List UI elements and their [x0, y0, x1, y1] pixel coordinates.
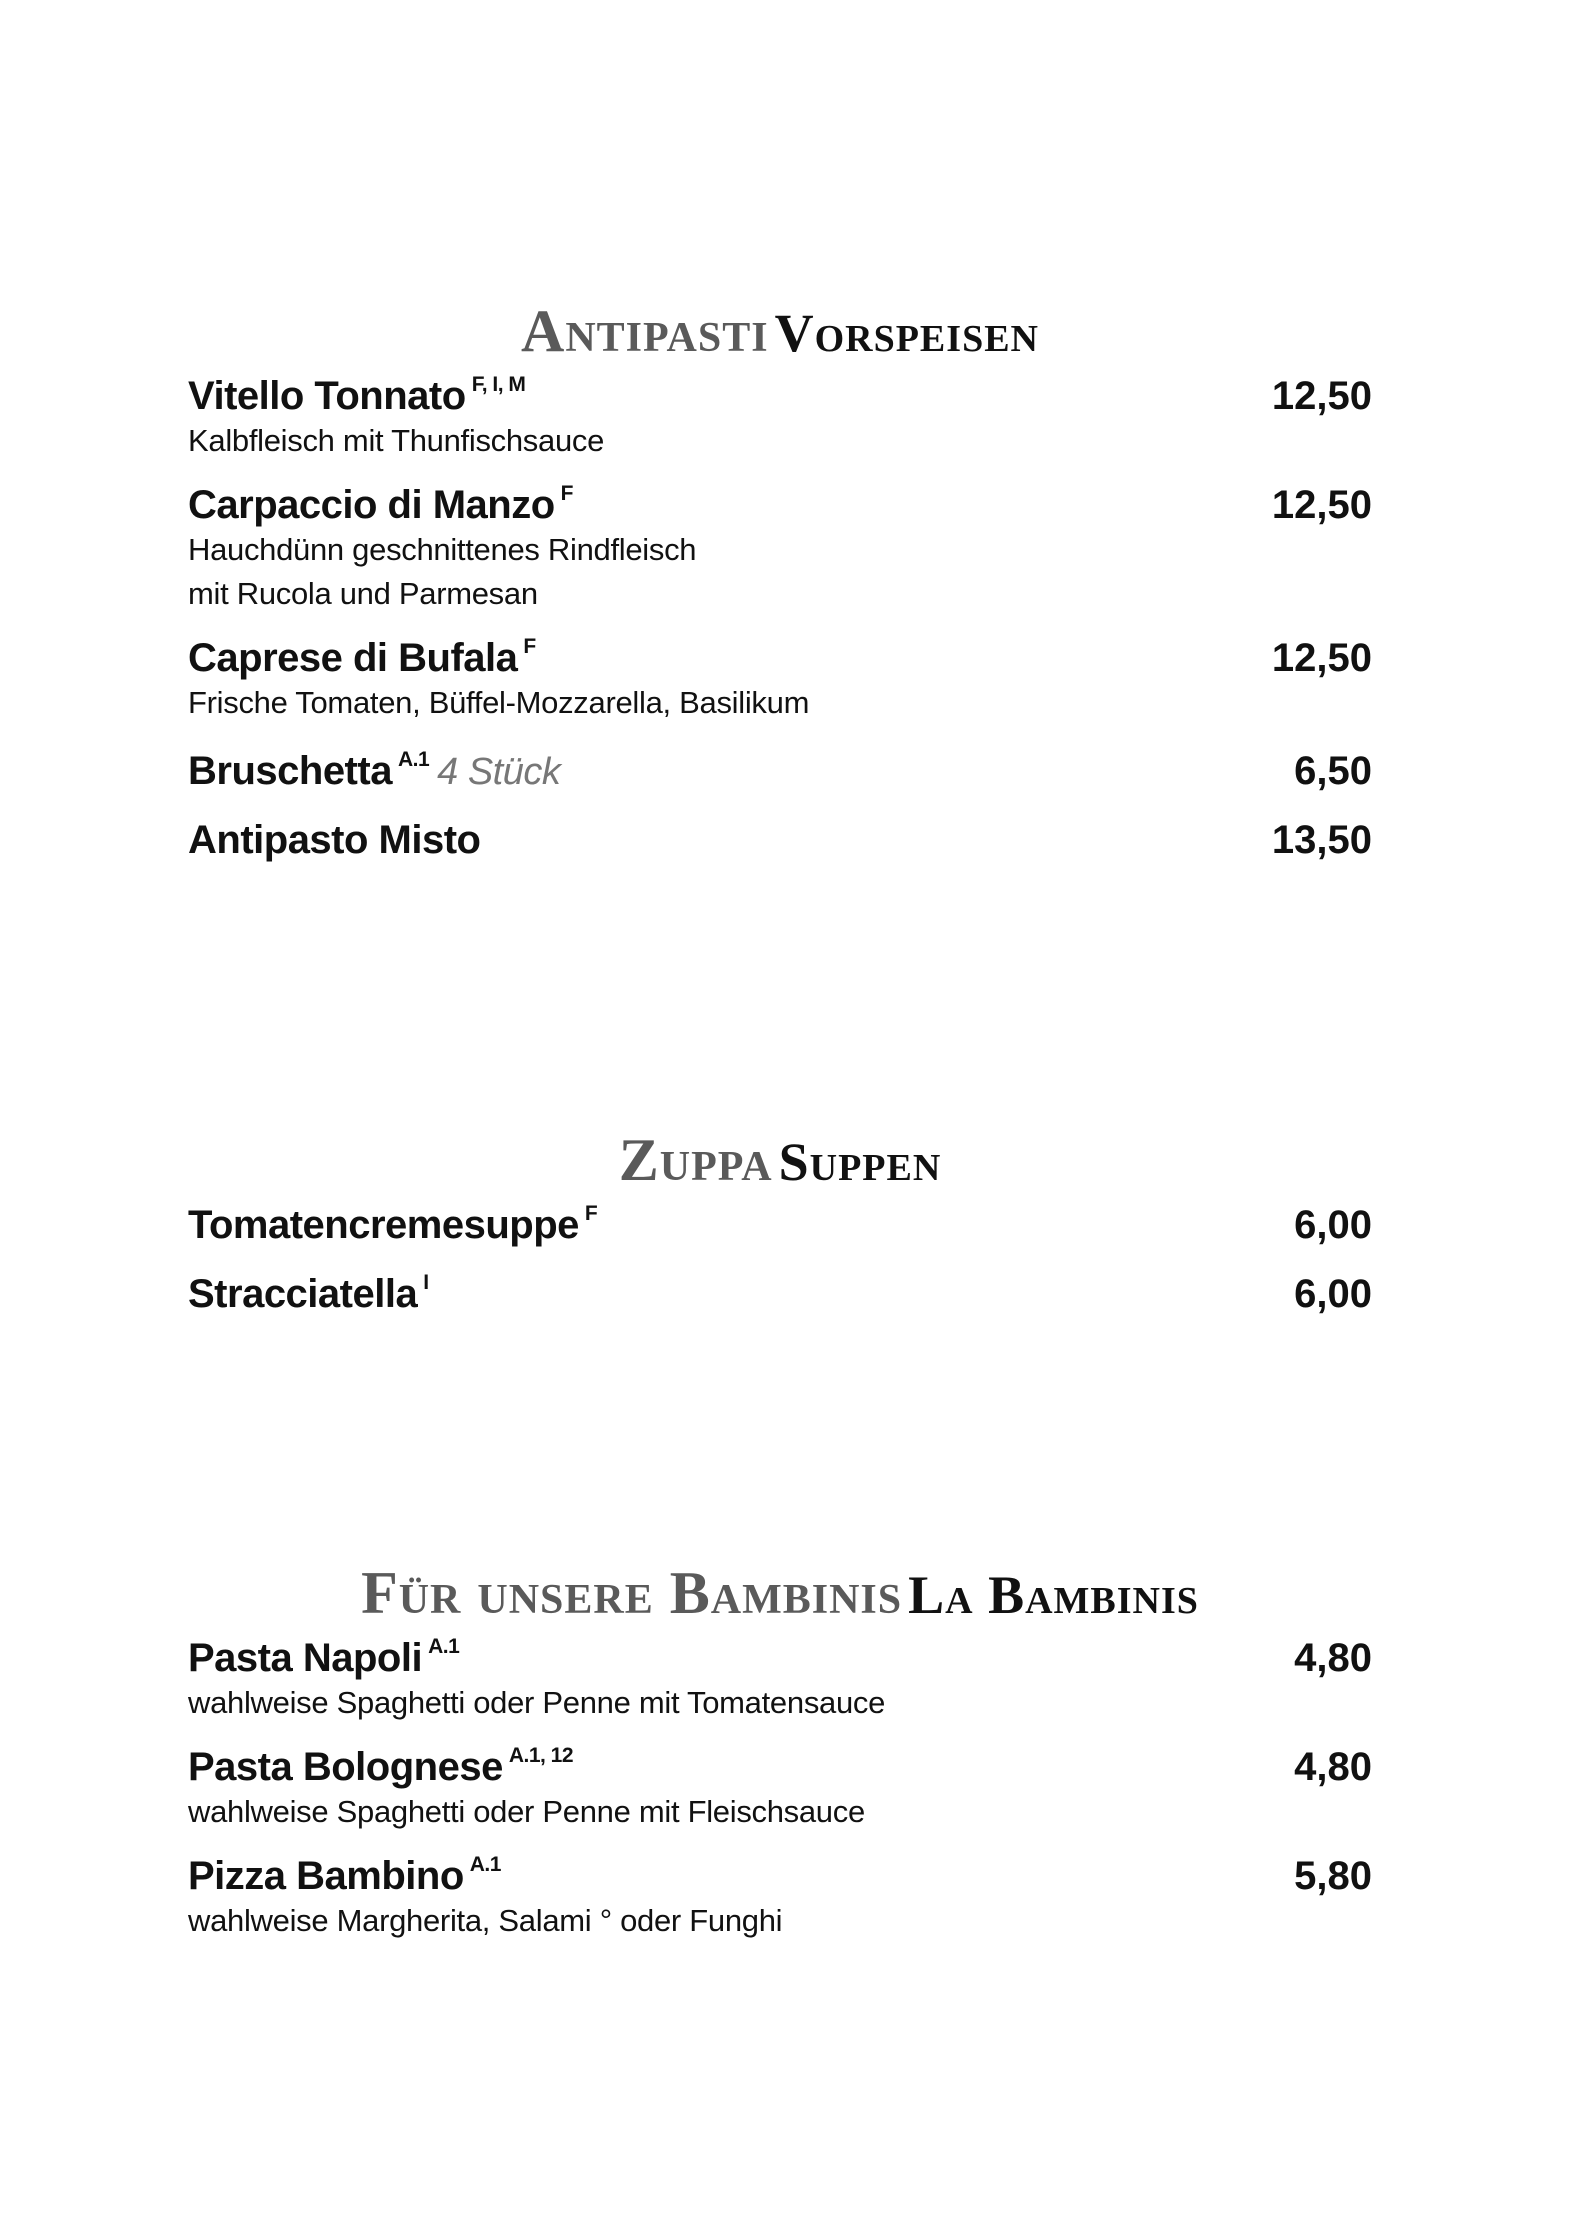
item-description: mit Rucola und Parmesan — [188, 576, 538, 611]
item-price: 5,80 — [1294, 1854, 1372, 1898]
item-price: 6,00 — [1294, 1203, 1372, 1247]
section-title — [188, 294, 1372, 368]
item-name: Pasta Bolognese — [188, 1745, 503, 1789]
menu-item — [188, 1854, 1372, 1943]
section-antipasti — [188, 294, 1372, 863]
item-description: Frische Tomaten, Büffel-Mozzarella, Basilikum — [188, 685, 810, 720]
item-price: 4,80 — [1294, 1745, 1372, 1789]
item-price: 6,00 — [1294, 1272, 1372, 1316]
item-allergens: I — [423, 1271, 429, 1294]
section-title-german: Suppen — [778, 1132, 942, 1192]
section-title — [188, 1123, 1372, 1197]
item-description: wahlweise Spaghetti oder Penne mit Fleischsauce — [188, 1794, 865, 1829]
item-allergens: A.1 — [469, 1853, 501, 1876]
menu-item — [188, 1745, 1372, 1834]
menu-item — [188, 818, 1372, 863]
section-title-italian: Für unsere Bambinis — [361, 1560, 903, 1626]
item-name: Bruschetta — [188, 749, 392, 793]
item-description: wahlweise Spaghetti oder Penne mit Tomatensauce — [188, 1685, 886, 1720]
section-title-italian: Zuppa — [618, 1127, 773, 1193]
item-name: Carpaccio di Manzo — [188, 483, 555, 527]
item-allergens: F — [584, 1202, 598, 1225]
item-description: Kalbfleisch mit Thunfischsauce — [188, 423, 605, 458]
item-name: Vitello Tonnato — [188, 374, 466, 418]
menu-item — [188, 636, 1372, 725]
item-price: 12,50 — [1271, 483, 1372, 527]
item-name: Caprese di Bufala — [188, 636, 518, 680]
item-description: Hauchdünn geschnittenes Rindfleisch — [188, 532, 697, 567]
item-price: 6,50 — [1294, 749, 1372, 793]
section-title-german: Vorspeisen — [774, 303, 1039, 363]
section-title-italian: Antipasti — [520, 298, 769, 364]
menu-item — [188, 483, 1372, 616]
item-note: 4 Stück — [437, 751, 561, 793]
item-allergens: F, I, M — [471, 373, 526, 396]
section-title — [188, 1556, 1372, 1630]
menu-item — [188, 749, 1372, 794]
section-zuppa — [188, 1123, 1372, 1317]
item-name: Antipasto Misto — [188, 818, 481, 862]
item-allergens: A.1, 12 — [508, 1744, 574, 1767]
section-bambinis — [188, 1556, 1372, 1943]
menu-item — [188, 374, 1372, 463]
menu-item — [188, 1203, 1372, 1248]
item-allergens: F — [523, 635, 536, 658]
item-name: Tomatencremesuppe — [188, 1203, 579, 1247]
item-price: 13,50 — [1271, 818, 1372, 862]
section-title-german: La Bambinis — [908, 1565, 1199, 1625]
item-allergens: F — [560, 482, 573, 505]
item-allergens: A.1 — [397, 748, 430, 771]
item-name: Pasta Napoli — [188, 1636, 423, 1680]
menu-item — [188, 1272, 1372, 1317]
item-allergens: A.1 — [428, 1635, 460, 1658]
item-price: 12,50 — [1271, 374, 1372, 418]
item-price: 12,50 — [1271, 636, 1372, 680]
item-name: Stracciatella — [188, 1272, 418, 1316]
item-description: wahlweise Margherita, Salami ° oder Funghi — [188, 1903, 783, 1938]
item-name: Pizza Bambino — [188, 1854, 464, 1898]
item-price: 4,80 — [1294, 1636, 1372, 1680]
menu-item — [188, 1636, 1372, 1725]
